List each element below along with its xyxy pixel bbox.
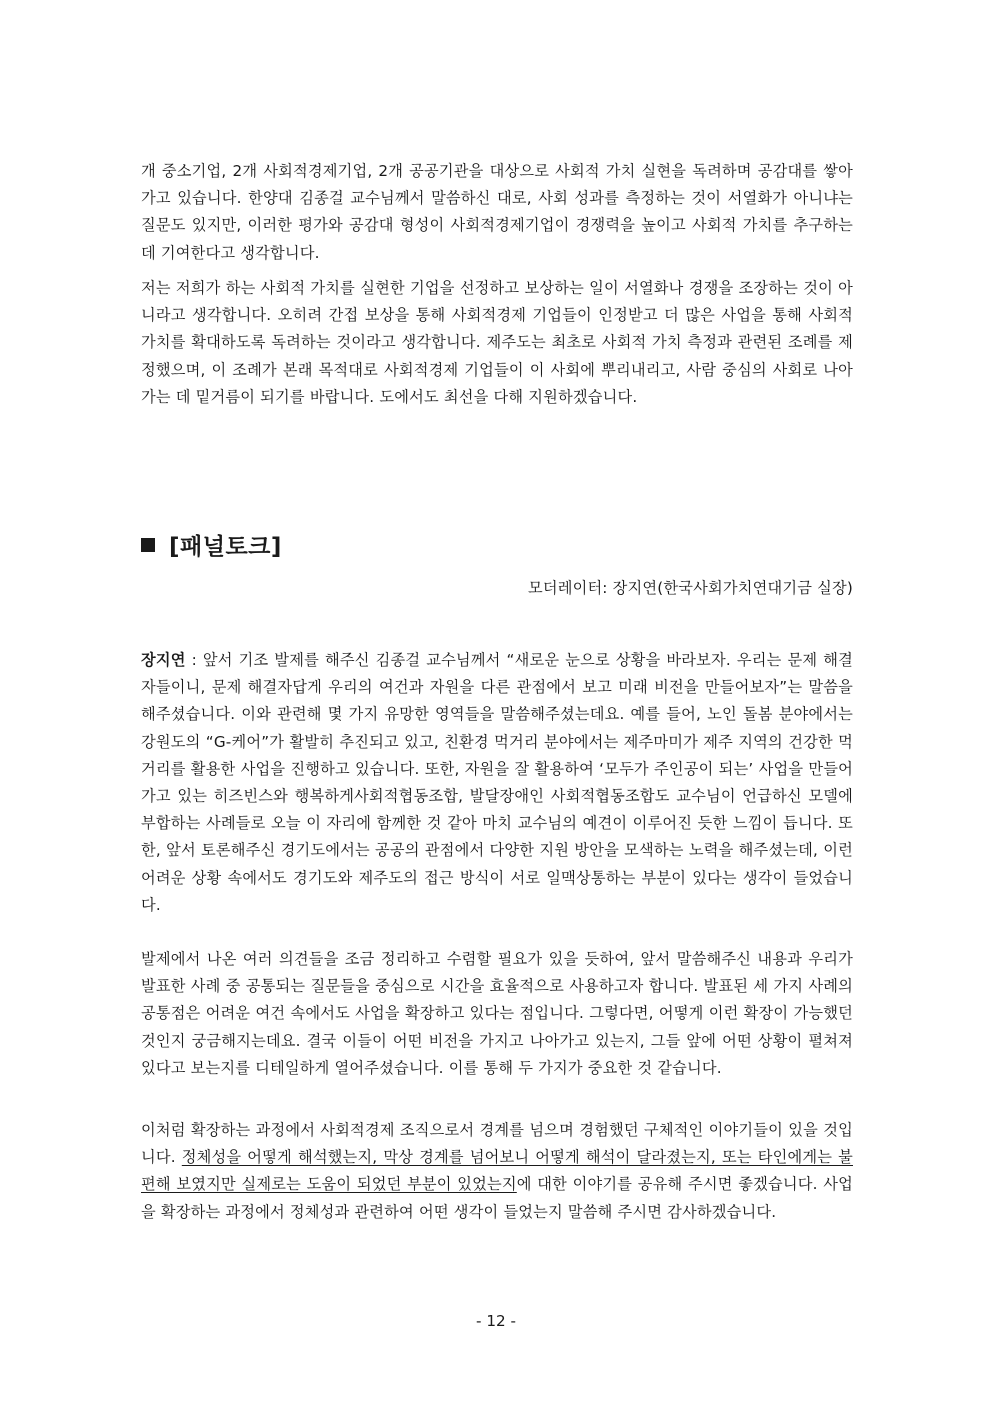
talk-paragraph-1 bbox=[141, 647, 853, 919]
talk-paragraph-3-outro: 에 대한 이야기를 공유해 주시면 좋겠습니다. 사업을 확장하는 과정에서 정체성과 관련하여 어떤 생각이 들었는지 말씀해 주시면 감사하겠습니다. bbox=[141, 1175, 853, 1221]
body-paragraph-2: 저는 저희가 하는 사회적 가치를 실현한 기업을 선정하고 보상하는 일이 서열화나 경쟁을 조장하는 것이 아니라고 생각합니다. 오히려 간접 보상을 통해 사회적경제 기업들이 인정받고 더 많은 사업을 통해 사회적 가치를 확대하도록 독려하는 것이라고 생각합니다. 제주도는 최초로 사회적 가치 측정과 관련된 조례를 제정했으며, 이 조례가 본래 목적대로 사회적경제 기업들이 이 사회에 뿌리내리고, 사람 중심의 사회로 나아가는 데 밑거름이 되기를 바랍니다. 도에서도 최선을 다해 지원하겠습니다. bbox=[141, 279, 853, 406]
talk-paragraph-1-body: 앞서 기조 발제를 해주신 김종걸 교수님께서 “새로운 눈으로 상황을 바라보자. 우리는 문제 해결자들이니, 문제 해결자답게 우리의 여건과 자원을 다른 관점에서 보고 미래 비전을 만들어보자”는 말씀을 해주셨습니다. 이와 관련해 몇 가지 유망한 영역들을 말씀해주셨는데요. 예를 들어, 노인 돌봄 분야에서는 강원도의 “G-케어”가 활발히 추진되고 있고, 친환경 먹거리 분야에서는 제주마미가 제주 지역의 건강한 먹거리를 활용한 사업을 진행하고 있습니다. 또한, 자원을 잘 활용하여 ‘모두가 주인공이 되는’ 사업을 만들어가고 있는 히즈빈스와 행복하게사회적협동조합, 발달장애인 사회적협동조합도 교수님이 언급하신 모델에 부합하는 사례들로 오늘 이 자리에 함께한 것 같아 마치 교수님의 예견이 이루어진 듯한 느낌이 듭니다. 또한, 앞서 토론해주신 경기도에서는 공공의 관점에서 다양한 지원 방안을 모색하는 노력을 해주셨는데, 이런 어려운 상황 속에서도 경기도와 제주도의 접근 방식이 서로 일맥상통하는 부분이 있다는 생각이 들었습니다. bbox=[141, 651, 853, 914]
talk-paragraph-3 bbox=[141, 1117, 853, 1226]
moderator-line: 모더레이터: 장지연(한국사회가치연대기금 실장) bbox=[527, 579, 853, 597]
page-number: - 12 - bbox=[476, 1312, 516, 1330]
square-bullet-icon bbox=[141, 538, 155, 552]
speaker-name: 장지연 bbox=[141, 651, 186, 669]
underlined-question: 정체성을 어떻게 해석했는지, 막상 경계를 넘어보니 어떻게 해석이 달라졌는지, 또는 타인에게는 불편해 보였지만 실제로는 도움이 되었던 부분이 있었는지 bbox=[141, 1148, 853, 1194]
section-heading bbox=[141, 528, 282, 561]
talk-paragraph-2: 발제에서 나온 여러 의견들을 조금 정리하고 수렴할 필요가 있을 듯하여, 앞서 말씀해주신 내용과 우리가 발표한 사례 중 공통되는 질문들을 중심으로 시간을 효율적으로 사용하고자 합니다. 발표된 세 가지 사례의 공통점은 어려운 여건 속에서도 사업을 확장하고 있다는 점입니다. 그렇다면, 어떻게 이런 확장이 가능했던 것인지 궁금해지는데요. 결국 이들이 어떤 비전을 가지고 나아가고 있는지, 그들 앞에 어떤 상황이 펼쳐져 있다고 보는지를 디테일하게 열어주셨습니다. 이를 통해 두 가지가 중요한 것 같습니다. bbox=[141, 950, 853, 1077]
speaker-separator: : bbox=[185, 651, 203, 669]
talk-paragraph-3-intro: 이처럼 확장하는 과정에서 사회적경제 조직으로서 경계를 넘으며 경험했던 구체적인 이야기들이 있을 것입니다. bbox=[141, 1121, 853, 1167]
section-title: [패널토크] bbox=[169, 534, 282, 560]
body-paragraph-1: 개 중소기업, 2개 사회적경제기업, 2개 공공기관을 대상으로 사회적 가치 실현을 독려하며 공감대를 쌓아가고 있습니다. 한양대 김종걸 교수님께서 말씀하신 대로, 사회 성과를 측정하는 것이 서열화가 아니냐는 질문도 있지만, 이러한 평가와 공감대 형성이 사회적경제기업이 경쟁력을 높이고 사회적 가치를 추구하는 데 기여한다고 생각합니다. bbox=[141, 162, 853, 262]
